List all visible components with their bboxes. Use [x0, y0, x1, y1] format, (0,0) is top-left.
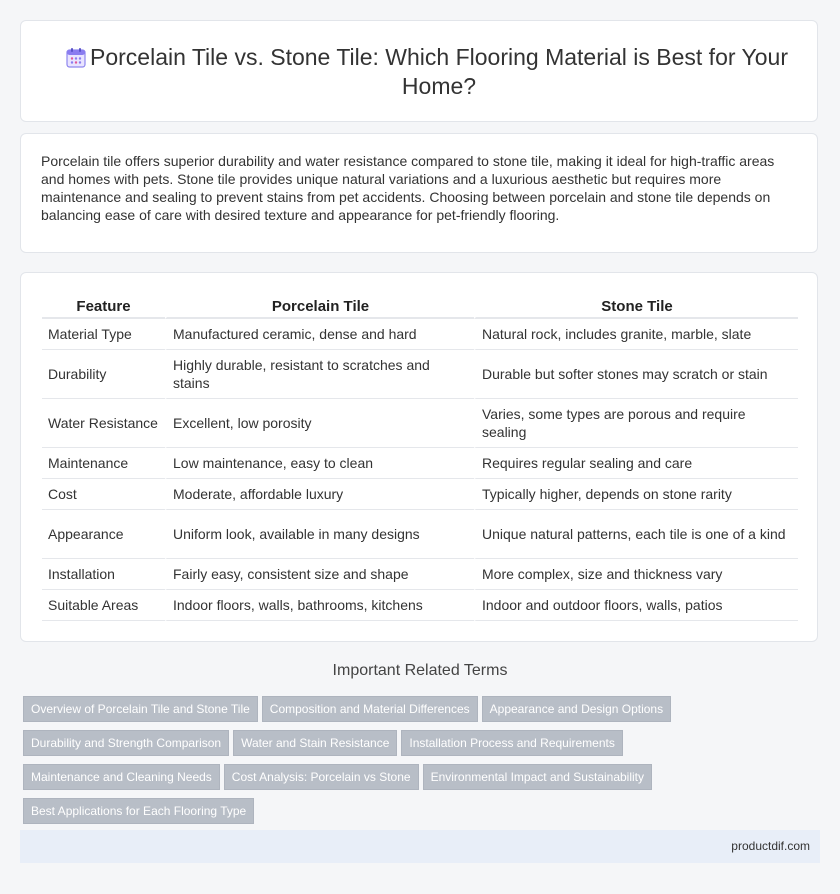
comparison-table	[42, 294, 798, 621]
stone-cell: More complex, size and thickness vary	[474, 559, 798, 590]
feature-cell: Maintenance	[42, 448, 165, 479]
column-header-feature: Feature	[42, 294, 165, 319]
stone-cell: Requires regular sealing and care	[474, 448, 798, 479]
related-term-tag[interactable]: Cost Analysis: Porcelain vs Stone	[224, 764, 419, 790]
porcelain-cell: Excellent, low porosity	[165, 399, 474, 448]
table-row	[42, 479, 798, 510]
footer-bar	[20, 830, 820, 863]
column-header-porcelain: Porcelain Tile	[165, 294, 474, 319]
stone-cell: Unique natural patterns, each tile is one of a kind	[474, 510, 798, 559]
comparison-table-card	[20, 272, 818, 642]
footer-site-name[interactable]: productdif.com	[731, 839, 810, 853]
table-row	[42, 590, 798, 621]
table-row	[42, 510, 798, 559]
feature-cell: Material Type	[42, 319, 165, 350]
table-header-row	[42, 294, 798, 319]
related-terms-tags	[23, 696, 683, 832]
stone-cell: Natural rock, includes granite, marble, slate	[474, 319, 798, 350]
feature-cell: Cost	[42, 479, 165, 510]
summary-card	[20, 133, 818, 253]
porcelain-cell: Manufactured ceramic, dense and hard	[165, 319, 474, 350]
stone-cell: Typically higher, depends on stone rarity	[474, 479, 798, 510]
header-card	[20, 20, 818, 122]
feature-cell: Installation	[42, 559, 165, 590]
table-row	[42, 350, 798, 399]
related-term-tag[interactable]: Overview of Porcelain Tile and Stone Tile	[23, 696, 258, 722]
related-term-tag[interactable]: Environmental Impact and Sustainability	[423, 764, 652, 790]
feature-cell: Suitable Areas	[42, 590, 165, 621]
porcelain-cell: Indoor floors, walls, bathrooms, kitchens	[165, 590, 474, 621]
porcelain-cell: Fairly easy, consistent size and shape	[165, 559, 474, 590]
related-term-tag[interactable]: Installation Process and Requirements	[401, 730, 622, 756]
table-row	[42, 319, 798, 350]
porcelain-cell: Moderate, affordable luxury	[165, 479, 474, 510]
porcelain-cell: Highly durable, resistant to scratches and stains	[165, 350, 474, 399]
related-term-tag[interactable]: Water and Stain Resistance	[233, 730, 397, 756]
feature-cell: Appearance	[42, 510, 165, 559]
table-row	[42, 559, 798, 590]
related-term-tag[interactable]: Durability and Strength Comparison	[23, 730, 229, 756]
summary-paragraph: Porcelain tile offers superior durability and water resistance compared to stone tile, making it ideal for high-traffic areas and homes with pets. Stone tile provides unique natural variations and a luxurious aesthetic but requires more maintenance and sealing to prevent stains from pet accidents. Choosing between porcelain and stone tile depends on balancing ease of care with desired texture and appearance for pet-friendly flooring.	[41, 153, 775, 223]
stone-cell: Indoor and outdoor floors, walls, patios	[474, 590, 798, 621]
porcelain-cell: Uniform look, available in many designs	[165, 510, 474, 559]
related-term-tag[interactable]: Maintenance and Cleaning Needs	[23, 764, 220, 790]
column-header-stone: Stone Tile	[474, 294, 798, 319]
stone-cell: Durable but softer stones may scratch or stain	[474, 350, 798, 399]
feature-cell: Durability	[42, 350, 165, 399]
feature-cell: Water Resistance	[42, 399, 165, 448]
related-term-tag[interactable]: Best Applications for Each Flooring Type	[23, 798, 254, 824]
related-term-tag[interactable]: Composition and Material Differences	[262, 696, 478, 722]
table-row	[42, 399, 798, 448]
page-title: Porcelain Tile vs. Stone Tile: Which Flooring Material is Best for Your Home?	[90, 44, 788, 99]
table-row	[42, 448, 798, 479]
related-term-tag[interactable]: Appearance and Design Options	[482, 696, 671, 722]
related-terms-title: Important Related Terms	[332, 662, 508, 679]
porcelain-cell: Low maintenance, easy to clean	[165, 448, 474, 479]
stone-cell: Varies, some types are porous and require sealing	[474, 399, 798, 448]
